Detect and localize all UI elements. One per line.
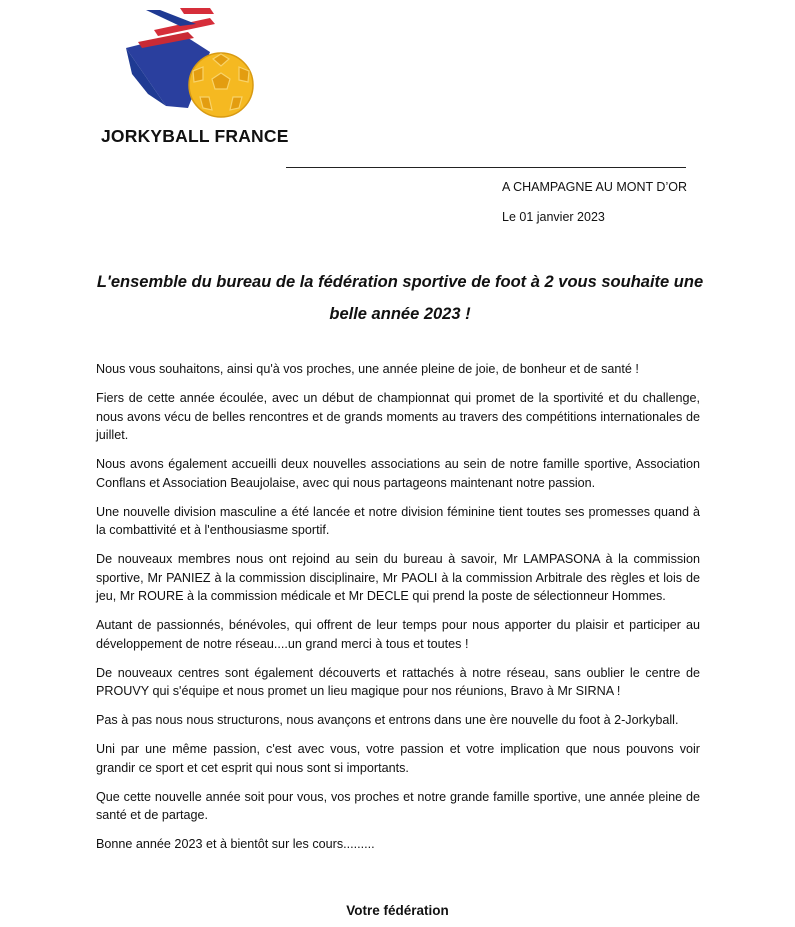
paragraph: De nouveaux centres sont également découverts et rattachés à notre réseau, sans oublier le centre de PROUVY qui s'équipe et nous promet un lieu magique pour nos réunions, Bravo à Mr SIRNA ! [96, 665, 700, 698]
paragraph: Nous vous souhaitons, ainsi qu'à vos proches, une année pleine de joie, de bonheur et de santé ! [96, 362, 639, 376]
paragraph: Uni par une même passion, c'est avec vous, votre passion et votre implication que nous pouvons voir grandir ce sport et cet esprit qui nous sont si importants. [96, 742, 700, 775]
paragraph: Une nouvelle division masculine a été lancée et notre division féminine tient toutes ses promesses quand à la combattivité et à l'enthousiasme sportif. [96, 504, 700, 537]
letter-body [96, 360, 700, 864]
letter-place: A CHAMPAGNE AU MONT D’OR [502, 180, 687, 194]
paragraph: De nouveaux membres nous ont rejoind au sein du bureau à savoir, Mr LAMPASONA à la commission sportive, Mr PANIEZ à la commission disciplinaire, Mr PAOLI à la commission Arbitrale des règles et lois de jeu, Mr ROURE à la commission médicale et Mr DECLE qui prend la poste de sélectionneur Hommes. [96, 552, 700, 603]
paragraph: Nous avons également accueilli deux nouvelles associations au sein de notre famille sportive, Association Conflans et Association Beaujolaise, avec qui nous partageons maintenant notre passion. [96, 457, 700, 490]
letter-signature: Votre fédération [346, 903, 449, 918]
organization-name: JORKYBALL FRANCE [101, 126, 289, 146]
letter-headline: L'ensemble du bureau de la fédération sportive de foot à 2 vous souhaite une belle année 2023 ! [96, 273, 704, 323]
paragraph: Que cette nouvelle année soit pour vous, vos proches et notre grande famille sportive, une année pleine de santé et de partage. [96, 789, 700, 822]
paragraph: Bonne année 2023 et à bientôt sur les cours......... [96, 837, 375, 851]
jorkyball-logo-icon [118, 4, 258, 122]
paragraph: Autant de passionnés, bénévoles, qui offrent de leur temps pour nous apporter du plaisir et participer au développement de notre réseau....un grand merci à tous et toutes ! [96, 618, 700, 651]
letter-date: Le 01 janvier 2023 [502, 210, 605, 224]
header-divider [286, 167, 686, 168]
paragraph: Pas à pas nous nous structurons, nous avançons et entrons dans une ère nouvelle du foot à 2-Jorkyball. [96, 713, 679, 727]
paragraph: Fiers de cette année écoulée, avec un début de championnat qui promet de la sportivité et du challenge, nous avons vécu de belles rencontres et de grands moments au travers des compétitions internationales de juillet. [96, 391, 700, 442]
